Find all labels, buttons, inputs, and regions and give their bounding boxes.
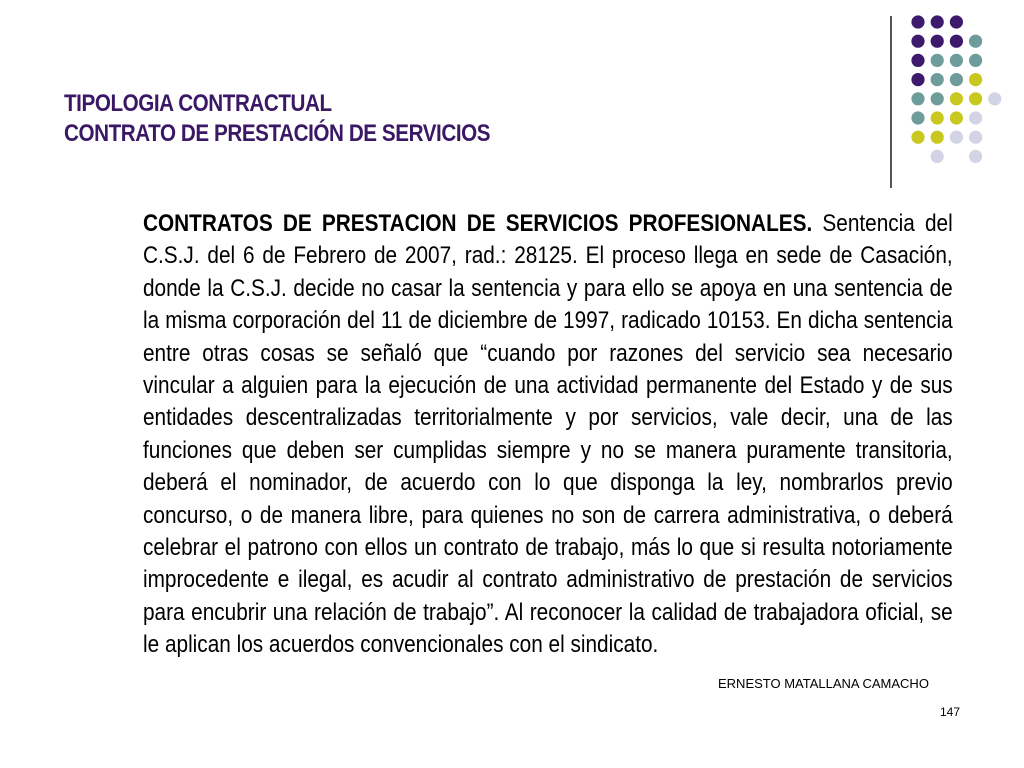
dot-lavender — [969, 150, 982, 163]
body-paragraph — [143, 208, 953, 662]
slide-title — [64, 89, 490, 149]
page-number: 147 — [940, 705, 961, 719]
dot-yellow — [950, 92, 963, 105]
dot-teal — [911, 111, 924, 124]
dot-purple — [931, 15, 944, 28]
vertical-divider — [890, 16, 892, 188]
dot-teal — [950, 73, 963, 86]
author-name: ERNESTO MATALLANA CAMACHO — [718, 676, 929, 691]
dot-yellow — [969, 73, 982, 86]
dot-yellow — [911, 131, 924, 144]
dot-purple — [911, 54, 924, 67]
dot-teal — [969, 54, 982, 67]
dot-purple — [911, 35, 924, 48]
dot-purple — [950, 15, 963, 28]
dot-lavender — [969, 111, 982, 124]
title-line-2: CONTRATO DE PRESTACIÓN DE SERVICIOS — [64, 120, 491, 147]
dot-yellow — [931, 131, 944, 144]
dot-lavender — [931, 150, 944, 163]
dot-lavender — [950, 131, 963, 144]
dot-teal — [969, 35, 982, 48]
dot-purple — [911, 15, 924, 28]
title-line-1: TIPOLOGIA CONTRACTUAL — [64, 90, 332, 117]
dot-yellow — [931, 111, 944, 124]
dot-lavender — [969, 131, 982, 144]
dot-yellow — [950, 111, 963, 124]
dot-purple — [911, 73, 924, 86]
body-paragraph-text: Sentencia del C.S.J. del 6 de Febrero de 2007, rad.: 28125. El proceso llega en sede de Casación, donde la C.S.J. decide no casar la sentencia y para ello se apoya en una sentencia de la misma corporación del 11 de diciembre de 1997, radicado 10153. En dicha sentencia entre otras cosas se señaló que “cuando por razones del servicio sea necesario vincular a alguien para la ejecución de una actividad permanente del Estado y de sus entidades descentralizadas territorialmente y por servicios, vale decir, una de las funciones que deben ser cumplidas siempre y no se manera puramente transitoria, deberá el nominador, de acuerdo con lo que disponga la ley, nombrarlos previo concurso, o de manera libre, para quienes no son de carrera administrativa, o deberá celebrar el patrono con ellos un contrato de trabajo, más lo que si resulta notoriamente improcedente e ilegal, es acudir al contrato administrativo de prestación de servicios para encubrir una relación de trabajo”. Al reconocer la calidad de trabajadora oficial, se le aplican los acuerdos convencionales con el sindicato. — [143, 210, 953, 659]
dot-teal — [931, 92, 944, 105]
dot-teal — [931, 54, 944, 67]
dot-lavender — [988, 92, 1001, 105]
body-lead-heading: CONTRATOS DE PRESTACION DE SERVICIOS PROFESIONALES. — [143, 210, 813, 237]
dot-teal — [931, 73, 944, 86]
dot-purple — [950, 35, 963, 48]
dot-purple — [931, 35, 944, 48]
dot-teal — [911, 92, 924, 105]
dot-yellow — [969, 92, 982, 105]
dot-teal — [950, 54, 963, 67]
